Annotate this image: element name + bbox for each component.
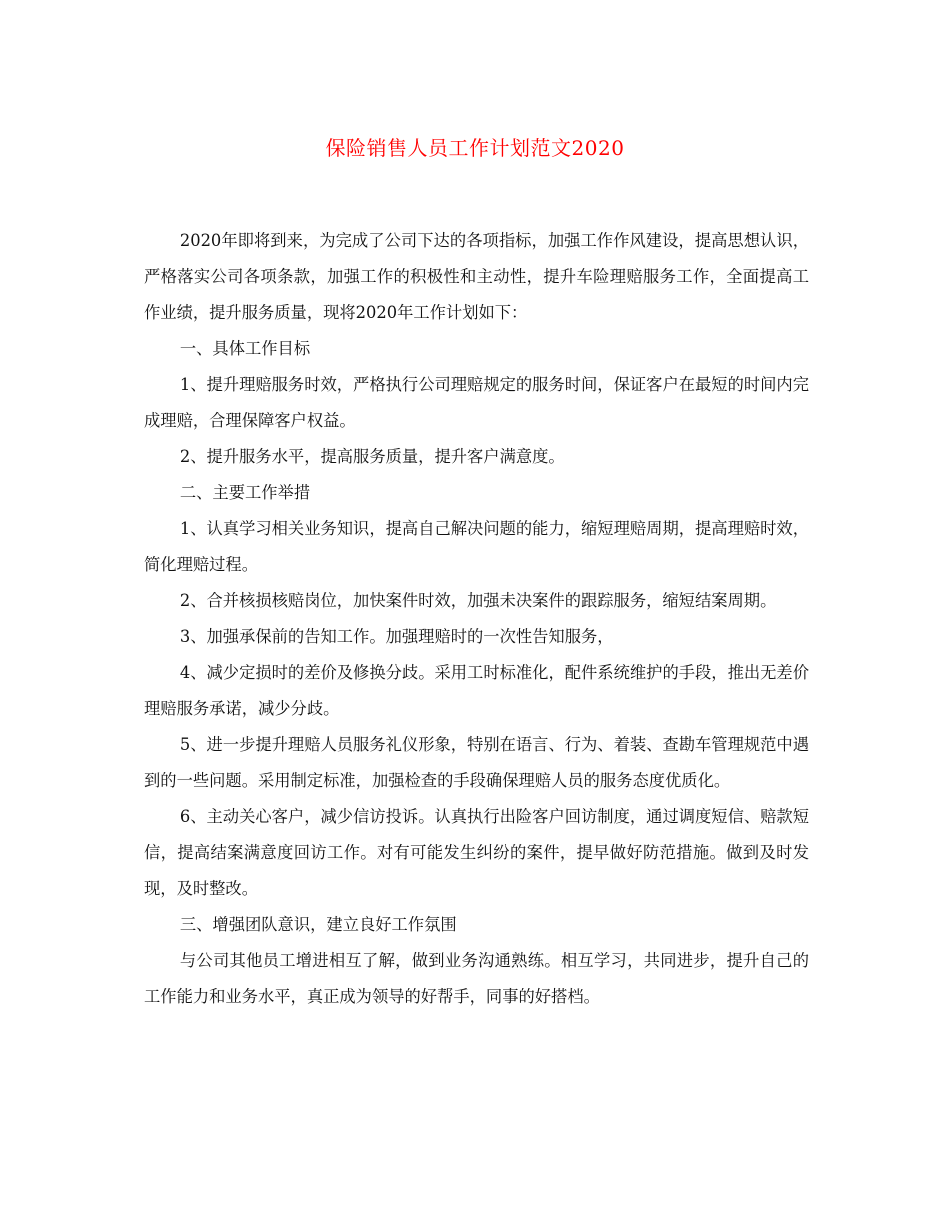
intro-paragraph: 2020年即将到来，为完成了公司下达的各项指标，加强工作作风建设，提高思想认识，严格落实公司各项条款，加强工作的积极性和主动性，提升车险理赔服务工作，全面提高工作业绩，提升服务质量，现将2020年工作计划如下： (144, 231, 809, 322)
section-heading-2: 二、主要工作举措 (179, 483, 311, 502)
section-heading-3: 三、增强团队意识，建立良好工作氛围 (179, 915, 457, 934)
measure-item-3: 3、加强承保前的告知工作。加强理赔时的一次性告知服务， (179, 627, 614, 646)
measure-item-5: 5、进一步提升理赔人员服务礼仪形象，特别在语言、行为、着装、查勘车管理规范中遇到的一些问题。采用制定标准，加强检查的手段确保理赔人员的服务态度优质化。 (144, 735, 809, 790)
document-title: 保险销售人员工作计划范文2020 (325, 136, 625, 160)
goal-item-2: 2、提升服务水平，提高服务质量，提升客户满意度。 (179, 447, 565, 466)
goal-item-1: 1、提升理赔服务时效，严格执行公司理赔规定的服务时间，保证客户在最短的时间内完成理赔，合理保障客户权益。 (144, 375, 809, 430)
measure-item-6: 6、主动关心客户，减少信访投诉。认真执行出险客户回访制度，通过调度短信、赔款短信，提高结案满意度回访工作。对有可能发生纠纷的案件，提早做好防范措施。做到及时发现，及时整改。 (144, 807, 809, 898)
section-heading-1: 一、具体工作目标 (179, 339, 311, 358)
measure-item-1: 1、认真学习相关业务知识，提高自己解决问题的能力，缩短理赔周期，提高理赔时效，简化理赔过程。 (144, 519, 809, 574)
team-paragraph: 与公司其他员工增进相互了解，做到业务沟通熟练。相互学习，共同进步，提升自己的工作能力和业务水平，真正成为领导的好帮手，同事的好搭档。 (144, 951, 809, 1006)
document-body (144, 223, 809, 1015)
measure-item-4: 4、减少定损时的差价及修换分歧。采用工时标准化，配件系统维护的手段，推出无差价理赔服务承诺，减少分歧。 (144, 663, 809, 718)
measure-item-2: 2、合并核损核赔岗位，加快案件时效，加强未决案件的跟踪服务，缩短结案周期。 (179, 591, 777, 610)
